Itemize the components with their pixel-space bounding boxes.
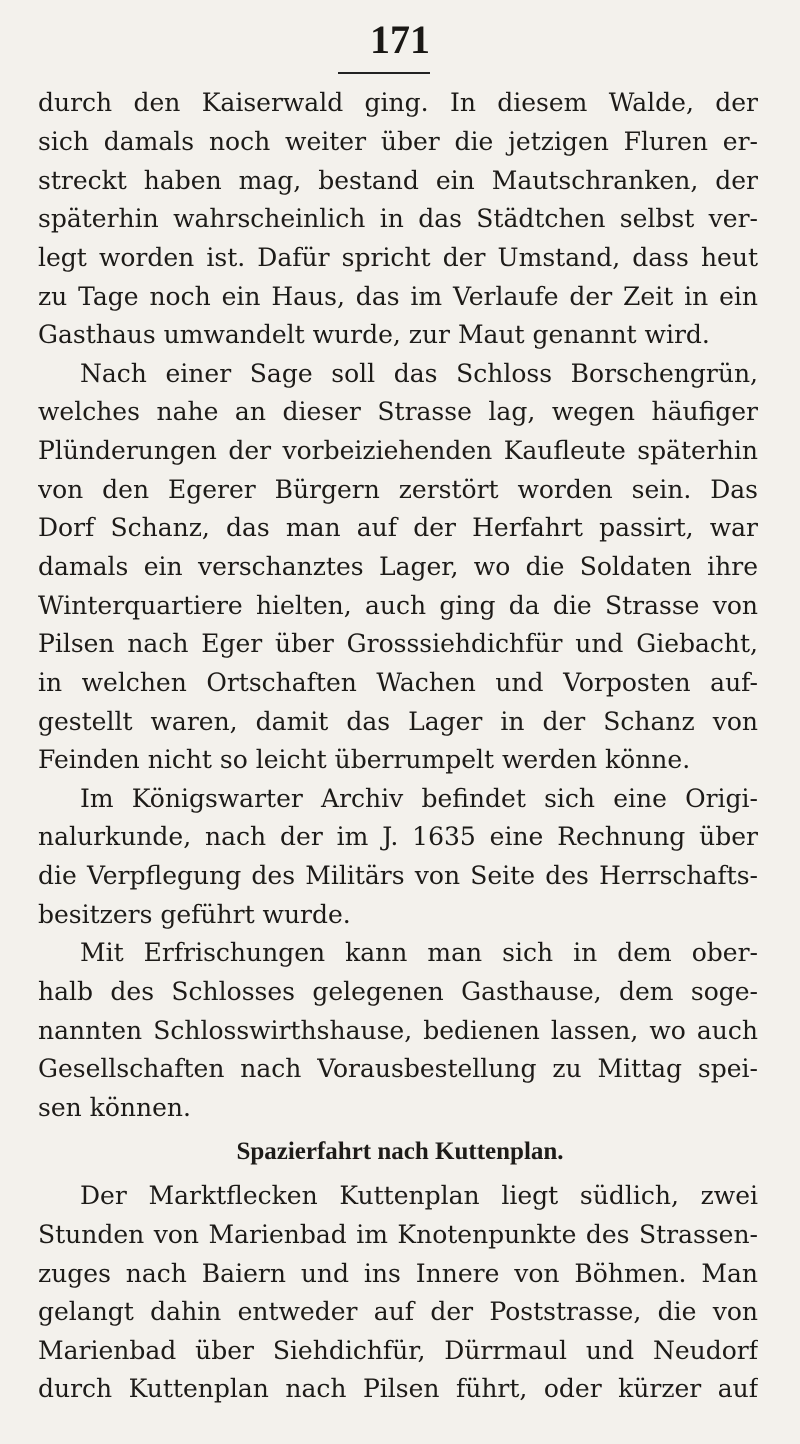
text-line: Gesellschaften nach Vorausbestellung zu Mittag spei- bbox=[38, 1054, 758, 1083]
text-line: Dorf Schanz, das man auf der Herfahrt passirt, war bbox=[38, 513, 758, 542]
text-line: in welchen Ortschaften Wachen und Vorposten auf- bbox=[38, 668, 758, 697]
text-line: Feinden nicht so leicht überrumpelt werden könne. bbox=[38, 745, 691, 774]
text-line: damals ein verschanztes Lager, wo die Soldaten ihre bbox=[38, 552, 758, 581]
section-heading: Spazierfahrt nach Kuttenplan. bbox=[236, 1138, 564, 1165]
text-line: zuges nach Baiern und ins Innere von Böhmen. Man bbox=[38, 1259, 758, 1288]
text-line: durch den Kaiserwald ging. In diesem Walde, der bbox=[38, 88, 758, 117]
text-line: von den Egerer Bürgern zerstört worden sein. Das bbox=[38, 475, 758, 504]
text-line: besitzers geführt wurde. bbox=[38, 900, 351, 929]
text-line: halb des Schlosses gelegenen Gasthause, dem soge- bbox=[38, 977, 758, 1006]
text-line: Plünderungen der vorbeiziehenden Kaufleute späterhin bbox=[38, 436, 758, 465]
text-line: Stunden von Marienbad im Knotenpunkte des Strassen- bbox=[38, 1220, 758, 1249]
text-line: Gasthaus umwandelt wurde, zur Maut genannt wird. bbox=[38, 320, 710, 349]
text-line: sen können. bbox=[38, 1093, 191, 1122]
text-line: sich damals noch weiter über die jetzigen Fluren er- bbox=[38, 127, 758, 156]
text-line: gestellt waren, damit das Lager in der Schanz von bbox=[38, 707, 758, 736]
page-number: 171 bbox=[370, 17, 430, 62]
text-line: Im Königswarter Archiv befindet sich eine Origi- bbox=[80, 784, 758, 813]
text-line: die Verpflegung des Militärs von Seite des Herrschafts- bbox=[38, 861, 758, 890]
text-line: Winterquartiere hielten, auch ging da die Strasse von bbox=[38, 591, 758, 620]
text-line: legt worden ist. Dafür spricht der Umstand, dass heut bbox=[38, 243, 758, 272]
text-line: gelangt dahin entweder auf der Poststrasse, die von bbox=[38, 1297, 758, 1326]
text-line: Der Marktflecken Kuttenplan liegt südlich, zwei bbox=[80, 1181, 758, 1210]
text-line: streckt haben mag, bestand ein Mautschranken, der bbox=[38, 166, 758, 195]
text-line: Mit Erfrischungen kann man sich in dem ober- bbox=[80, 938, 758, 967]
page-number-underline bbox=[338, 72, 430, 74]
text-line: nalurkunde, nach der im J. 1635 eine Rechnung über bbox=[38, 822, 758, 851]
text-line: welches nahe an dieser Strasse lag, wegen häufiger bbox=[38, 397, 758, 426]
text-line: Nach einer Sage soll das Schloss Borschengrün, bbox=[80, 359, 758, 388]
text-line: Marienbad über Siehdichfür, Dürrmaul und Neudorf bbox=[38, 1336, 758, 1365]
text-line: späterhin wahrscheinlich in das Städtchen selbst ver- bbox=[38, 204, 758, 233]
text-line: zu Tage noch ein Haus, das im Verlaufe der Zeit in ein bbox=[38, 282, 758, 311]
text-line: nannten Schlosswirthshause, bedienen lassen, wo auch bbox=[38, 1016, 758, 1045]
text-line: durch Kuttenplan nach Pilsen führt, oder kürzer auf bbox=[38, 1374, 758, 1403]
text-line: Pilsen nach Eger über Grosssiehdichfür und Giebacht, bbox=[38, 629, 758, 658]
